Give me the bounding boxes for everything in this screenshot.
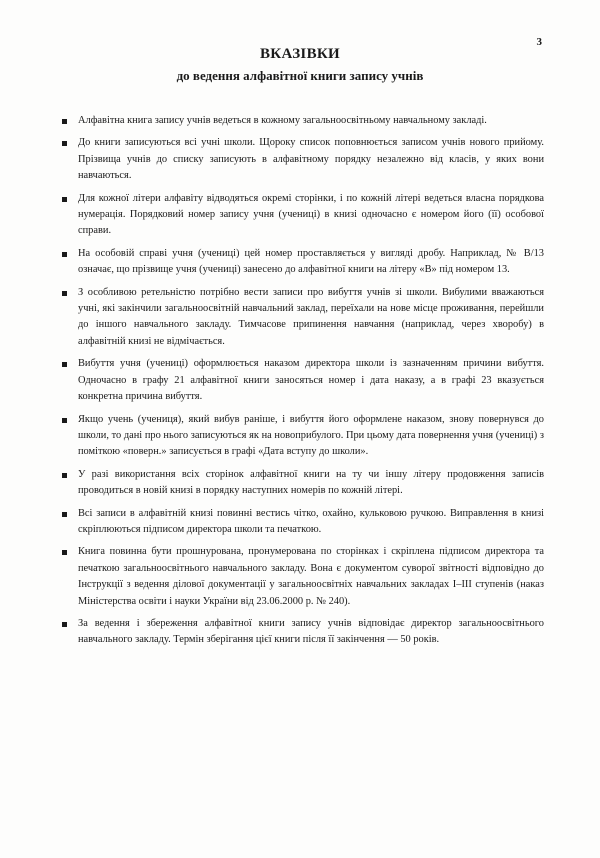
list-item-text: Книга повинна бути прошнурована, пронумерована по сторінках і скріплена підписом директора та печаткою загальноосвітнього навчального закладу. Вона є документом суворої звітності відповідно до Інструкції з ведення ділової документації у загальноосвітніх навчальних закладах I–III ступенів (наказ Міністерства освіти і науки України від 23.06.2000 р. № 240). (78, 546, 544, 607)
instructions-list (60, 113, 544, 655)
bullet-icon (62, 362, 67, 367)
list-item-text: Для кожної літери алфавіту відводяться окремі сторінки, і по кожній літері ведеться власна порядкова нумерація. Порядковий номер запису учня (учениці) в книзі одночасно є номером його (її) особової справи. (78, 192, 544, 237)
list-item-text: На особовій справі учня (учениці) цей номер проставляється у вигляді дробу. Наприклад, № В/13 означає, що прізвище учня (учениці) занесено до алфавітної книги на літеру «В» під номером 13. (78, 247, 544, 276)
list-item-text: За ведення і збереження алфавітної книги запису учнів відповідає директор загальноосвітнього навчального закладу. Термін зберігання цієї книги після її закінчення — 50 років. (78, 617, 544, 646)
bullet-icon (62, 291, 67, 296)
list-item-text: Алфавітна книга запису учнів ведеться в кожному загальноосвітньому навчальному закладі. (78, 115, 487, 126)
bullet-icon (62, 119, 67, 124)
list-item (60, 506, 544, 539)
bullet-icon (62, 622, 67, 627)
bullet-icon (62, 473, 67, 478)
list-item (60, 246, 544, 279)
page-number: 3 (536, 36, 542, 48)
list-item (60, 191, 544, 240)
list-item (60, 467, 544, 500)
list-item (60, 544, 544, 610)
bullet-icon (62, 550, 67, 555)
bullet-icon (62, 197, 67, 202)
list-item (60, 356, 544, 405)
page-title: ВКАЗІВКИ (259, 46, 341, 62)
bullet-icon (62, 418, 67, 423)
list-item (60, 412, 544, 461)
list-item-text: До книги записуються всі учні школи. Щороку список поповнюється записом учнів нового прийому. Прізвища учнів до списку записують в алфавітному порядку незалежно від класів, у яких вони навчаються. (78, 137, 544, 182)
list-item-text: З особливою ретельністю потрібно вести записи про вибуття учнів зі школи. Вибулими вважаються учні, які закінчили загальноосвітній навчальний заклад, переїхали на нове місце проживання, перейшли до іншого навчального закладу. Тимчасове припинення навчання (наприклад, через хворобу) в алфавітній книзі не відмічається. (78, 286, 544, 347)
list-item-text: Всі записи в алфавітній книзі повинні вестись чітко, охайно, кульковою ручкою. Виправлення в книзі скріплюються підписом директора школи та печаткою. (78, 507, 544, 535)
bullet-icon (62, 141, 67, 146)
list-item (60, 135, 544, 184)
page-subtitle: до ведення алфавітної книги запису учнів (176, 68, 424, 83)
list-item-text: У разі використання всіх сторінок алфавітної книги на ту чи іншу літеру продовження записів проводиться в новій книзі в порядку наступних номерів по кожній літері. (78, 468, 544, 497)
bullet-icon (62, 512, 67, 517)
list-item-text: Вибуття учня (учениці) оформлюється наказом директора школи із зазначенням причини вибуття. Одночасно в графу 21 алфавітної книги заносяться номер і дата наказу, а в графі 23 вказується конкретна причина вибуття. (78, 358, 544, 403)
bullet-icon (62, 252, 67, 257)
list-item (60, 285, 544, 351)
list-item (60, 616, 544, 649)
list-item-text: Якщо учень (учениця), який вибув раніше, і вибуття його оформлене наказом, знову повернувся до школи, то дані про нього записуються як на новоприбулого. При цьому дата повернення учня (учениці) з помiткою «поверн.» записується в графі «Дата вступу до школи». (78, 413, 544, 458)
list-item (60, 113, 544, 129)
